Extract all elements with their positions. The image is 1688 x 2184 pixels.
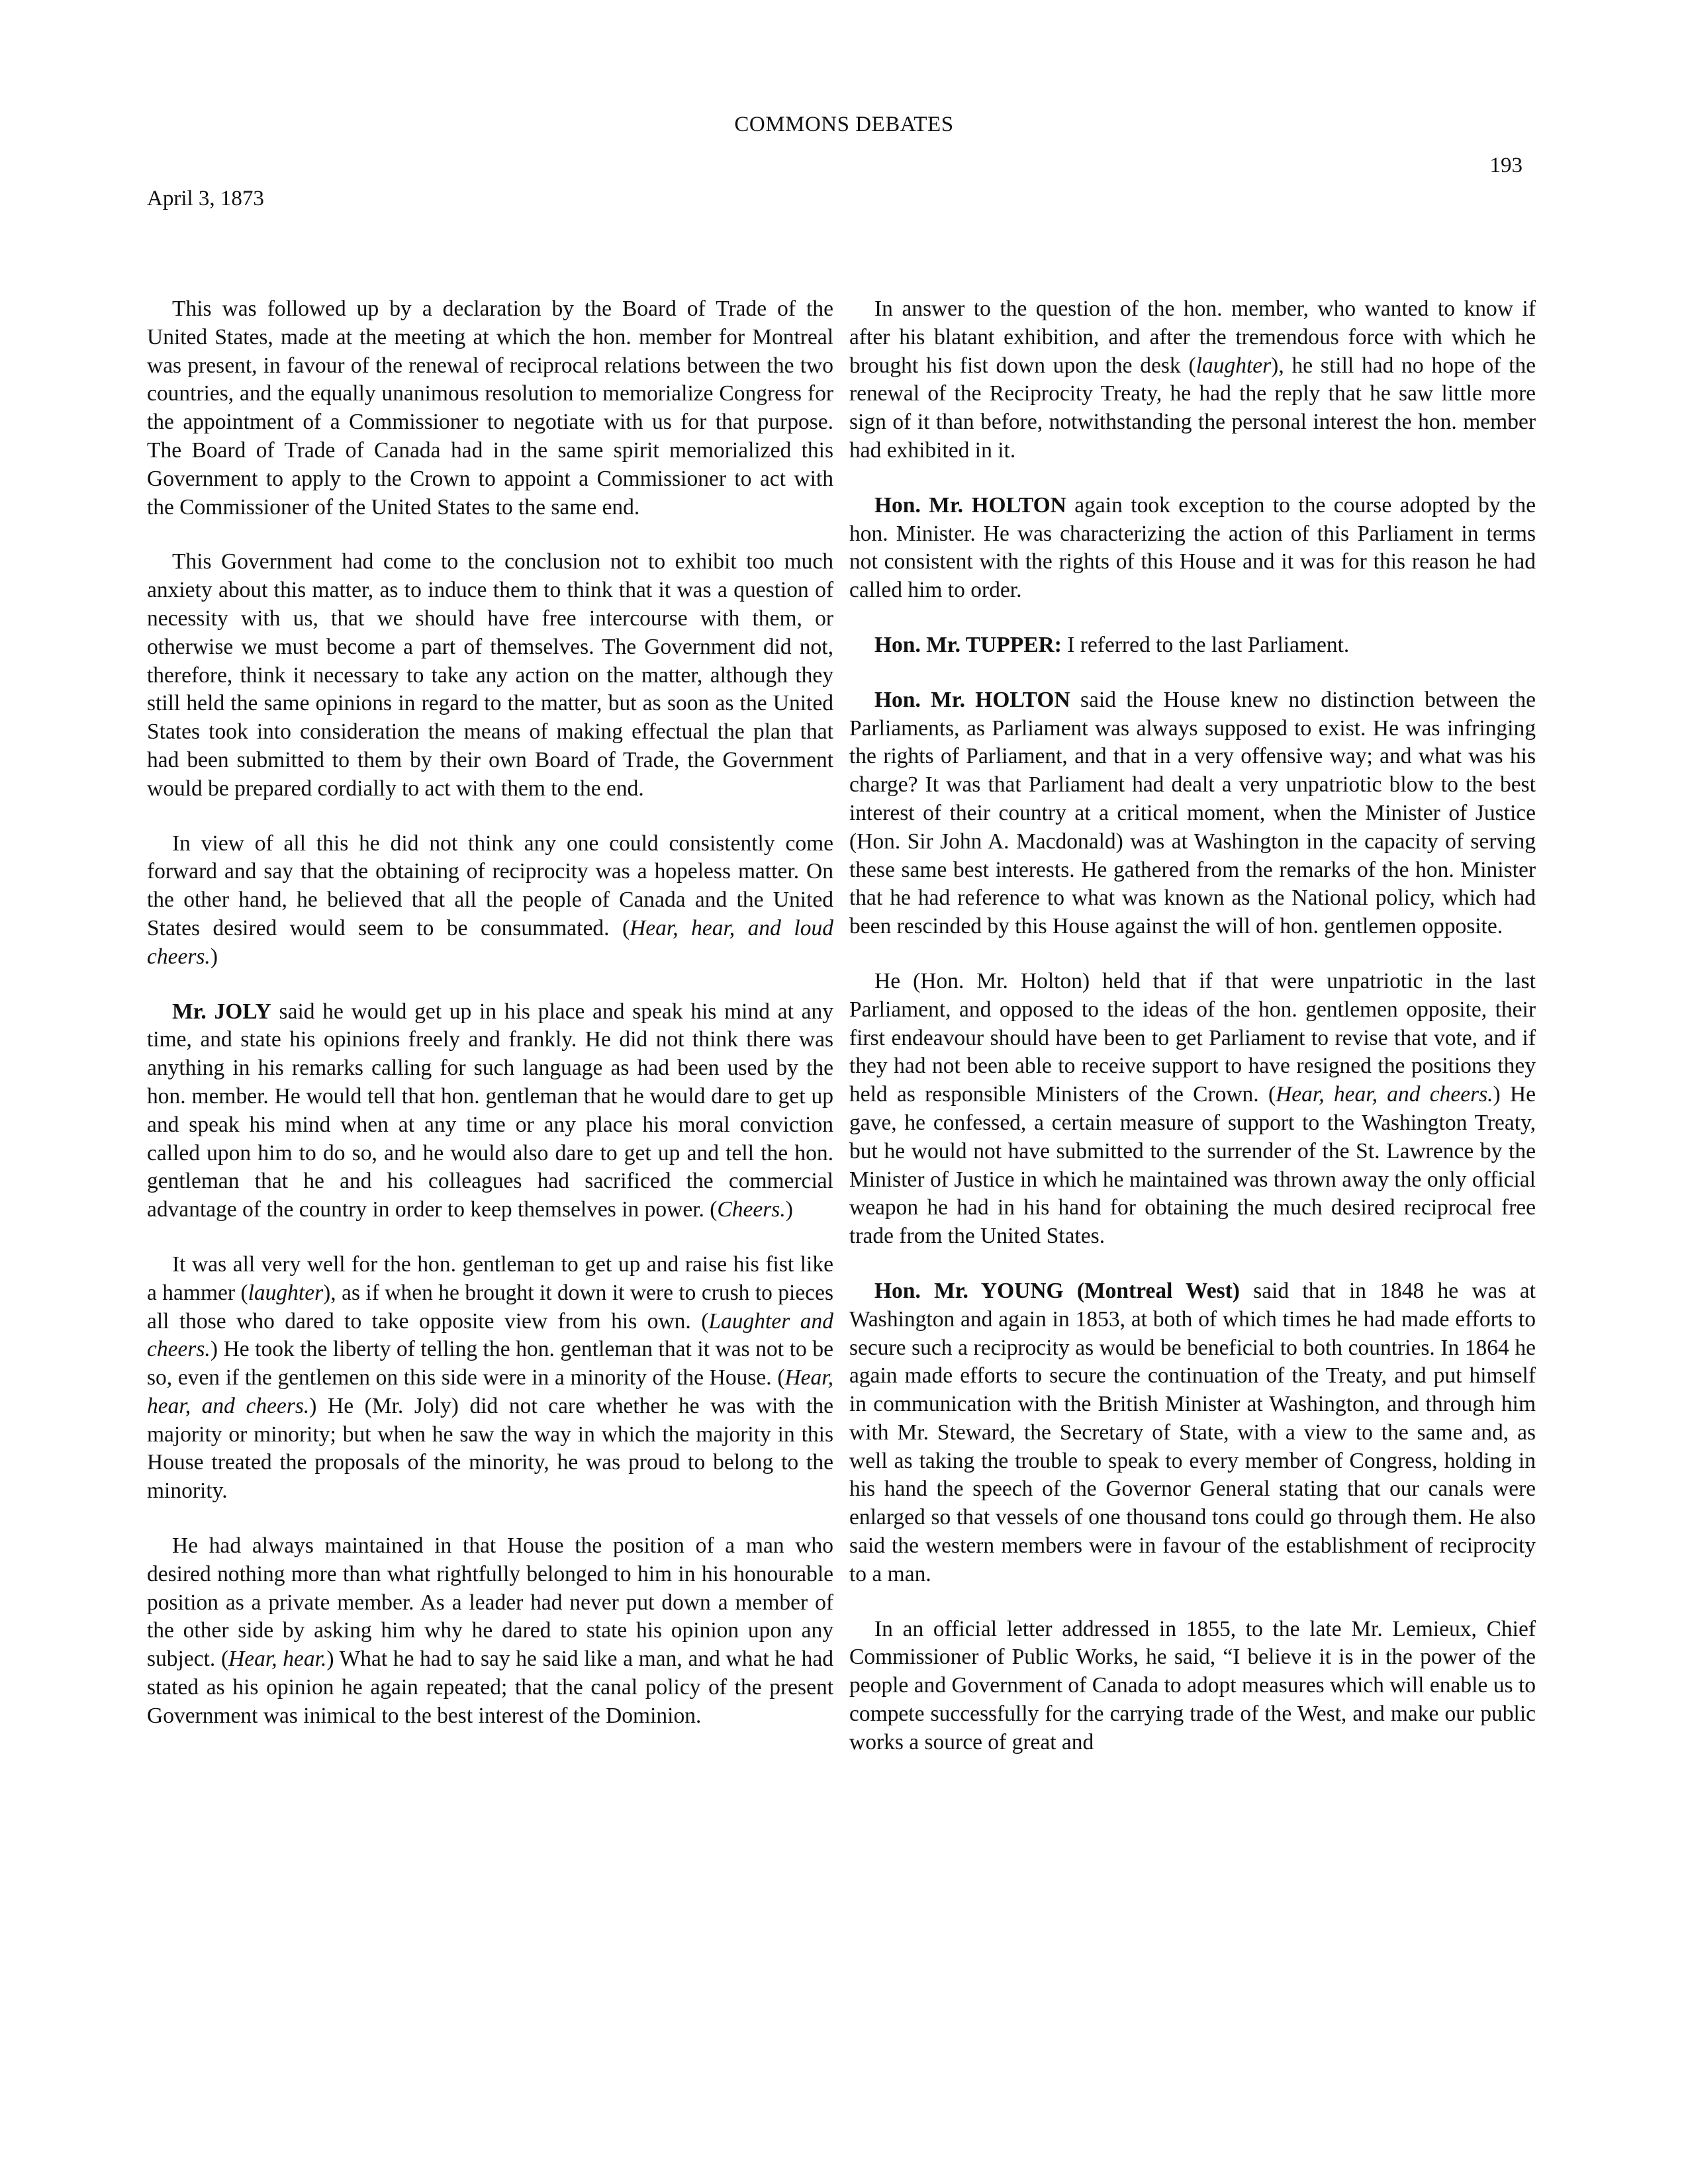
- page-date: April 3, 1873: [147, 187, 264, 210]
- stage-direction: Hear, hear.: [228, 1647, 327, 1672]
- speaker-name: Hon. Mr. HOLTON: [874, 492, 1066, 518]
- paragraph-text: This Government had come to the conclusion not to exhibit too much anxiety about this matter, as to induce them to think that it was a question of necessity with us, that we should have free intercourse with them, or otherwise we must become a part of themselves. The Government did not, therefore, think it necessary to take any action on the matter, although they still held the same opinions in regard to the matter, but as soon as the United States took into consideration the means of making effectual the plan that had been submitted to them by their own Board of Trade, the Government would be prepared cordially to act with them to the end.: [147, 549, 833, 801]
- stage-direction: Hear, hear, and loud cheers.: [147, 915, 833, 969]
- speaker-name: Hon. Mr. HOLTON: [874, 687, 1070, 712]
- paragraph: [147, 295, 833, 522]
- paragraph-text: In view of all this he did not think any one could consistently come forward and say that the obtaining of reciprocity was a hopeless matter. On the other hand, he believed that all the people of Canada and the United States desired would seem to be consummated. (: [147, 831, 833, 940]
- page-number: 193: [1489, 154, 1523, 177]
- left-column: [147, 295, 833, 1757]
- paragraph: [147, 1532, 833, 1731]
- paragraph-text: ), he still had no hope of the renewal of the Reciprocity Treaty, he had the reply that he saw little more sign of it than before, notwithstanding the personal interest the hon. member had exhibited in it.: [849, 353, 1536, 463]
- paragraph-text: said that in 1848 he was at Washington and again in 1853, at both of which times he had made efforts to secure such a reciprocity as would be beneficial to both countries. In 1864 he again made efforts to secure the continuation of the Treaty, and put himself in communication with the British Minister at Washington, and through him with Mr. Steward, the Secretary of State, with a view to the same and, as well as taking the trouble to speak to every member of Congress, holding in his hand the speech of the Governor General stating that our canals were enlarged so that vessels of one thousand tons could go through them. He also said the western members were in favour of the establishment of reciprocity to a man.: [849, 1278, 1536, 1586]
- paragraph-text: ) What he had to say he said like a man, and what he had stated as his opinion he again repeated; that the canal policy of the present Government was inimical to the best interest of the Dominion.: [147, 1647, 833, 1728]
- paragraph: [849, 1615, 1536, 1757]
- paragraph-text: ) He took the liberty of telling the hon. gentleman that it was not to be so, even if the gentlemen on this side were in a minority of the House. (: [147, 1337, 833, 1390]
- paragraph: [147, 1251, 833, 1506]
- paragraph: [147, 830, 833, 972]
- stage-direction: laughter: [248, 1280, 324, 1305]
- stage-direction: Cheers.: [717, 1197, 786, 1222]
- paragraph-text: It was all very well for the hon. gentleman to get up and raise his fist like a hammer (: [147, 1251, 833, 1305]
- paragraph-text: ): [210, 944, 218, 969]
- paragraph: [147, 998, 833, 1224]
- paragraph-text: said the House knew no distinction between the Parliaments, as Parliament was always supposed to exist. He was infringing the rights of Parliament, and that in a very offensive way; and what was his charge? It was that Parliament had dealt a very unpatriotic blow to the best interest of their country at a critical moment, when the Minister of Justice (Hon. Sir John A. Macdonald) was at Washington in the capacity of serving these same best interests. He gathered from the remarks of the hon. Minister that he had reference to what was known as the National policy, which had been rescinded by this House against the will of hon. gentlemen opposite.: [849, 687, 1536, 939]
- paragraph-text: ) He (Mr. Joly) did not care whether he was with the majority or minority; but when he saw the way in which the majority in this House treated the proposals of the minority, he was proud to belong to the minority.: [147, 1393, 833, 1504]
- paragraph: [849, 492, 1536, 605]
- paragraph-text: ), as if when he brought it down it were to crush to pieces all those who dared to take opposite view from his own. (: [147, 1280, 833, 1334]
- paragraph-text: I referred to the last Parliament.: [1061, 632, 1350, 657]
- paragraph-text: said he would get up in his place and speak his mind at any time, and state his opinions freely and frankly. He did not think there was anything in his remarks calling for such language as had been used by the hon. member. He would tell that hon. gentleman that he would dare to get up and speak his mind when at any time or any place his moral conviction called upon him to do so, and he would also dare to get up and tell the hon. gentleman that he and his colleagues had sacrificed the commercial advantage of the country in order to keep themselves in power. (: [147, 999, 833, 1222]
- paragraph: [849, 631, 1536, 660]
- speaker-name: Hon. Mr. TUPPER:: [874, 632, 1062, 657]
- paragraph: [147, 548, 833, 803]
- stage-direction: Hear, hear, and cheers.: [147, 1365, 833, 1418]
- paragraph: [849, 295, 1536, 465]
- stage-direction: laughter: [1196, 353, 1272, 378]
- paragraph: [849, 968, 1536, 1251]
- paragraph-text: In an official letter addressed in 1855, to the late Mr. Lemieux, Chief Commissioner of Public Works, he said, “I believe it is in the power of the people and Government of Canada to adopt measures which will enable us to compete successfully for the carrying trade of the West, and make our public works a source of great and: [849, 1616, 1536, 1754]
- paragraph-text: He had always maintained in that House the position of a man who desired nothing more than what rightfully belonged to him in his honourable position as a private member. As a leader had never put down a member of the other side by asking him why he dared to state his opinion upon any subject. (: [147, 1533, 833, 1672]
- paragraph-text: In answer to the question of the hon. member, who wanted to know if after his blatant exhibition, and after the tremendous force with which he brought his fist down upon the desk (: [849, 296, 1536, 378]
- speaker-name: Hon. Mr. YOUNG (Montreal West): [874, 1278, 1240, 1303]
- page-header-title: COMMONS DEBATES: [734, 113, 954, 136]
- speaker-name: Mr. JOLY: [172, 999, 271, 1024]
- right-column: [849, 295, 1536, 1784]
- paragraph-text: This was followed up by a declaration by the Board of Trade of the United States, made at the meeting at which the hon. member for Montreal was present, in favour of the renewal of reciprocal relations between the two countries, and the equally unanimous resolution to memorialize Congress for the appointment of a Commissioner to negotiate with us for that purpose. The Board of Trade of Canada had in the same spirit memorialized this Government to apply to the Crown to appoint a Commissioner to act with the Commissioner of the United States to the same end.: [147, 296, 833, 520]
- stage-direction: Hear, hear, and cheers.: [1276, 1082, 1493, 1107]
- paragraph-text: He (Hon. Mr. Holton) held that if that were unpatriotic in the last Parliament, and opposed to the ideas of the hon. gentlemen opposite, their first endeavour should have been to get Parliament to revise that vote, and if they had not been able to receive support to have resigned the positions they held as responsible Ministers of the Crown. (: [849, 968, 1536, 1107]
- paragraph: [849, 1277, 1536, 1589]
- paragraph-text: ): [785, 1197, 793, 1222]
- paragraph-text: ) He gave, he confessed, a certain measure of support to the Washington Treaty, but he would not have submitted to the surrender of the St. Lawrence by the Minister of Justice in which he maintained was thrown away the only official weapon he had in his hand for obtaining the much desired reciprocal free trade from the United States.: [849, 1082, 1536, 1249]
- paragraph: [849, 686, 1536, 941]
- paragraph-text: again took exception to the course adopted by the hon. Minister. He was characterizing the action of this Parliament in terms not consistent with the rights of this House and it was for this reason he had called him to order.: [849, 492, 1536, 603]
- stage-direction: Laughter and cheers.: [147, 1308, 833, 1362]
